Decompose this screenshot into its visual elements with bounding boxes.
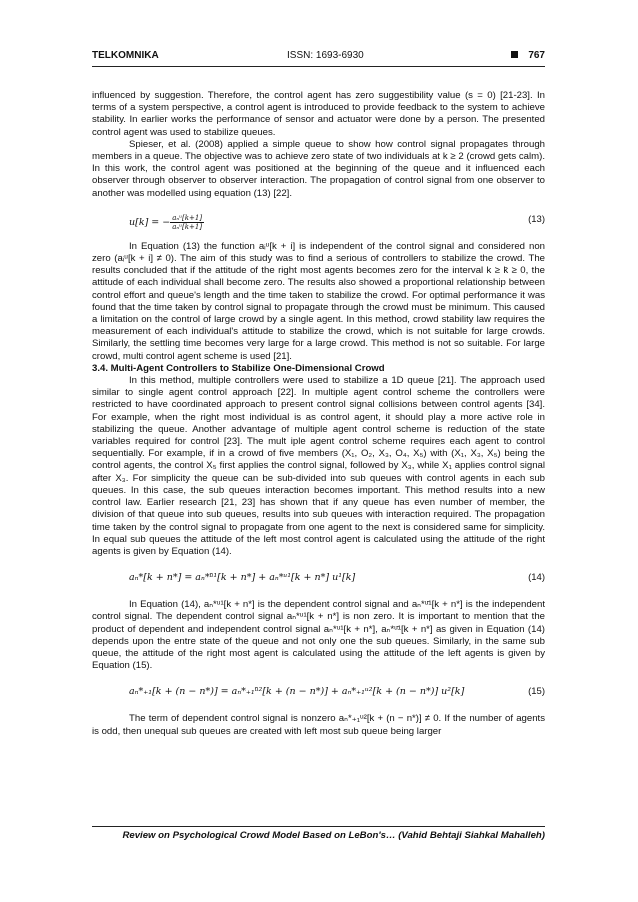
equation-14 — [129, 568, 545, 588]
equation-number: (13) — [528, 213, 545, 225]
running-header — [92, 50, 545, 66]
equation-body: aₙ*[k + n*] = aₙ*ᵘ̄¹[k + n*] + aₙ*ᵘ¹[k + n*] u¹[k] — [129, 572, 356, 584]
running-footer: Review on Psychological Crowd Model Based on LeBon's… (Vahid Behtaji Siahkal Mahalleh) — [122, 830, 545, 841]
paragraph: In Equation (14), aₙ*ᵘ¹[k + n*] is the dependent control signal and aₙ*ᵘ̄¹[k + n*] is the independent control signal. The dependent control signal aₙ*ᵘ¹[k + n*] is non zero. It is important to mention that the product of dependent and independent control signal aₙ*ᵘ¹[k + n*], aₙ*ᵘ̄¹[k + n*] as given in Equation (14) depends upon the entre state of the queue and not only one the sub queues. Similarly, in the same sub queue, the attitude of the right most agent is calculated using the attitude of the left agents is given by Equation (15). — [92, 599, 545, 672]
equation-body: aₙ*₊₁[k + (n − n*)] = aₙ*₊₁ᵘ̄²[k + (n − n*)] + aₙ*₊₁ᵘ²[k + (n − n*)] u²[k] — [129, 686, 465, 698]
bullet-icon — [511, 51, 518, 58]
paragraph: In this method, multiple controllers were used to stabilize a 1D queue [21]. The approach used similar to single agent control approach [22]. In multiple agent control scheme the controllers were restricted to have coordinated approach to present control signal collisions between control agents [34]. For example, when the right most individual is as control agent, it should play a more active role in stabilizing the queue. Another advantage of multiple agent control scheme is reduction of the state variables required for control [23]. The mult iple agent control scheme requires each agent to control sequentially. For example, if in a crowd of five members (X₁, O₂, X₃, O₄, X₅) with (X₁, X₃, X₅) being the control agents, the control X₅ first applies the control signal, followed by X₃, while X₁ applies control signal after X₃. For simplicity the queue can be sub-divided into sub queues with control agents in each sub queues. In this case, the sub queues interaction becomes important. This method results into a new control law. Earlier research [21, 23] has shown that if any queue has even number of member, the division of that queue into sub queues, results into sub queues with interaction required. The propagation time taken by the control signal to propagate from one agent to the next is considered same for simplicity. In equal sub queues the attitude of the left most control agent is calculated using the attitude of the right agents is given by Equation (14). — [92, 375, 545, 557]
paragraph: influenced by suggestion. Therefore, the control agent has zero suggestibility value (s = 0) [21-23]. In terms of a system perspective, a control agent is introduced to provide feedback to the system to achieve stability. In earlier works the performance of sensor and actuator were done by a person. The presented control agent was used to stabilize queues. — [92, 90, 545, 138]
header-rule — [92, 66, 545, 67]
footer-rule — [92, 826, 545, 827]
journal-name: TELKOMNIKA — [92, 50, 159, 61]
equation-13 — [129, 210, 545, 230]
page-number: 767 — [528, 50, 545, 61]
equation-body — [129, 214, 204, 231]
issn: ISSN: 1693-6930 — [287, 50, 364, 61]
equation-fraction — [170, 214, 204, 231]
equation-number: (15) — [528, 686, 545, 698]
paragraph: Spieser, et al. (2008) applied a simple queue to show how control signal propagates through members in a queue. The objective was to achieve zero state of two individuals at k ≥ 2 (crowd gets calm). In this work, the control agent was positioned at the beginning of the queue and it influenced each observer through observer to observer interaction. The propagation of control signal from one observer to another was modelled using equation (13) [22]. — [92, 138, 545, 199]
equation-lhs: u[k] = − — [129, 216, 171, 228]
equation-15 — [129, 682, 545, 702]
fraction-numerator: aₙᵘ[k+1] — [172, 213, 203, 222]
section-heading: 3.4. Multi-Agent Controllers to Stabilize One-Dimensional Crowd — [92, 362, 385, 374]
page-number-block — [511, 50, 545, 61]
paragraph: The term of dependent control signal is nonzero aₙ*₊₁ᵘ²[k + (n − n*)] ≠ 0. If the number of agents is odd, then unequal sub queues are created with left most sub queue being larger — [92, 713, 545, 737]
equation-number: (14) — [528, 572, 545, 584]
fraction-denominator: aₙᵘ[k+1] — [172, 222, 203, 231]
body-text — [92, 90, 545, 738]
paragraph: In Equation (13) the function aᵢᵘ[k + i] is independent of the control signal and considered non zero (aᵢᵘ[k + i] ≠ 0). The aim of this study was to find a serious of controllers to stabilize the crowd. The results concluded that if the attitude of the right most agents becomes zero for the interval k ≥ k̄ ≥ 0, the attitude of each individual shall become zero. The results also showed a proportional relationship between control effort and queue's length and the time taken to stabilize the crowd. For optimal performance it was found that the time taken by control signal to propagate through the crowd must be minimum. This caused a limitation on the control of large crowd by a single agent. In this method, crowd stability law requires the measurement of each individual's attitude to stabilize the crowd, which is not suitable for large crowds. Similarly, the settling time becomes very large for a large crowd. This method is not so suitable. For large crowd, multi control agent scheme is used [21]. — [92, 240, 545, 362]
